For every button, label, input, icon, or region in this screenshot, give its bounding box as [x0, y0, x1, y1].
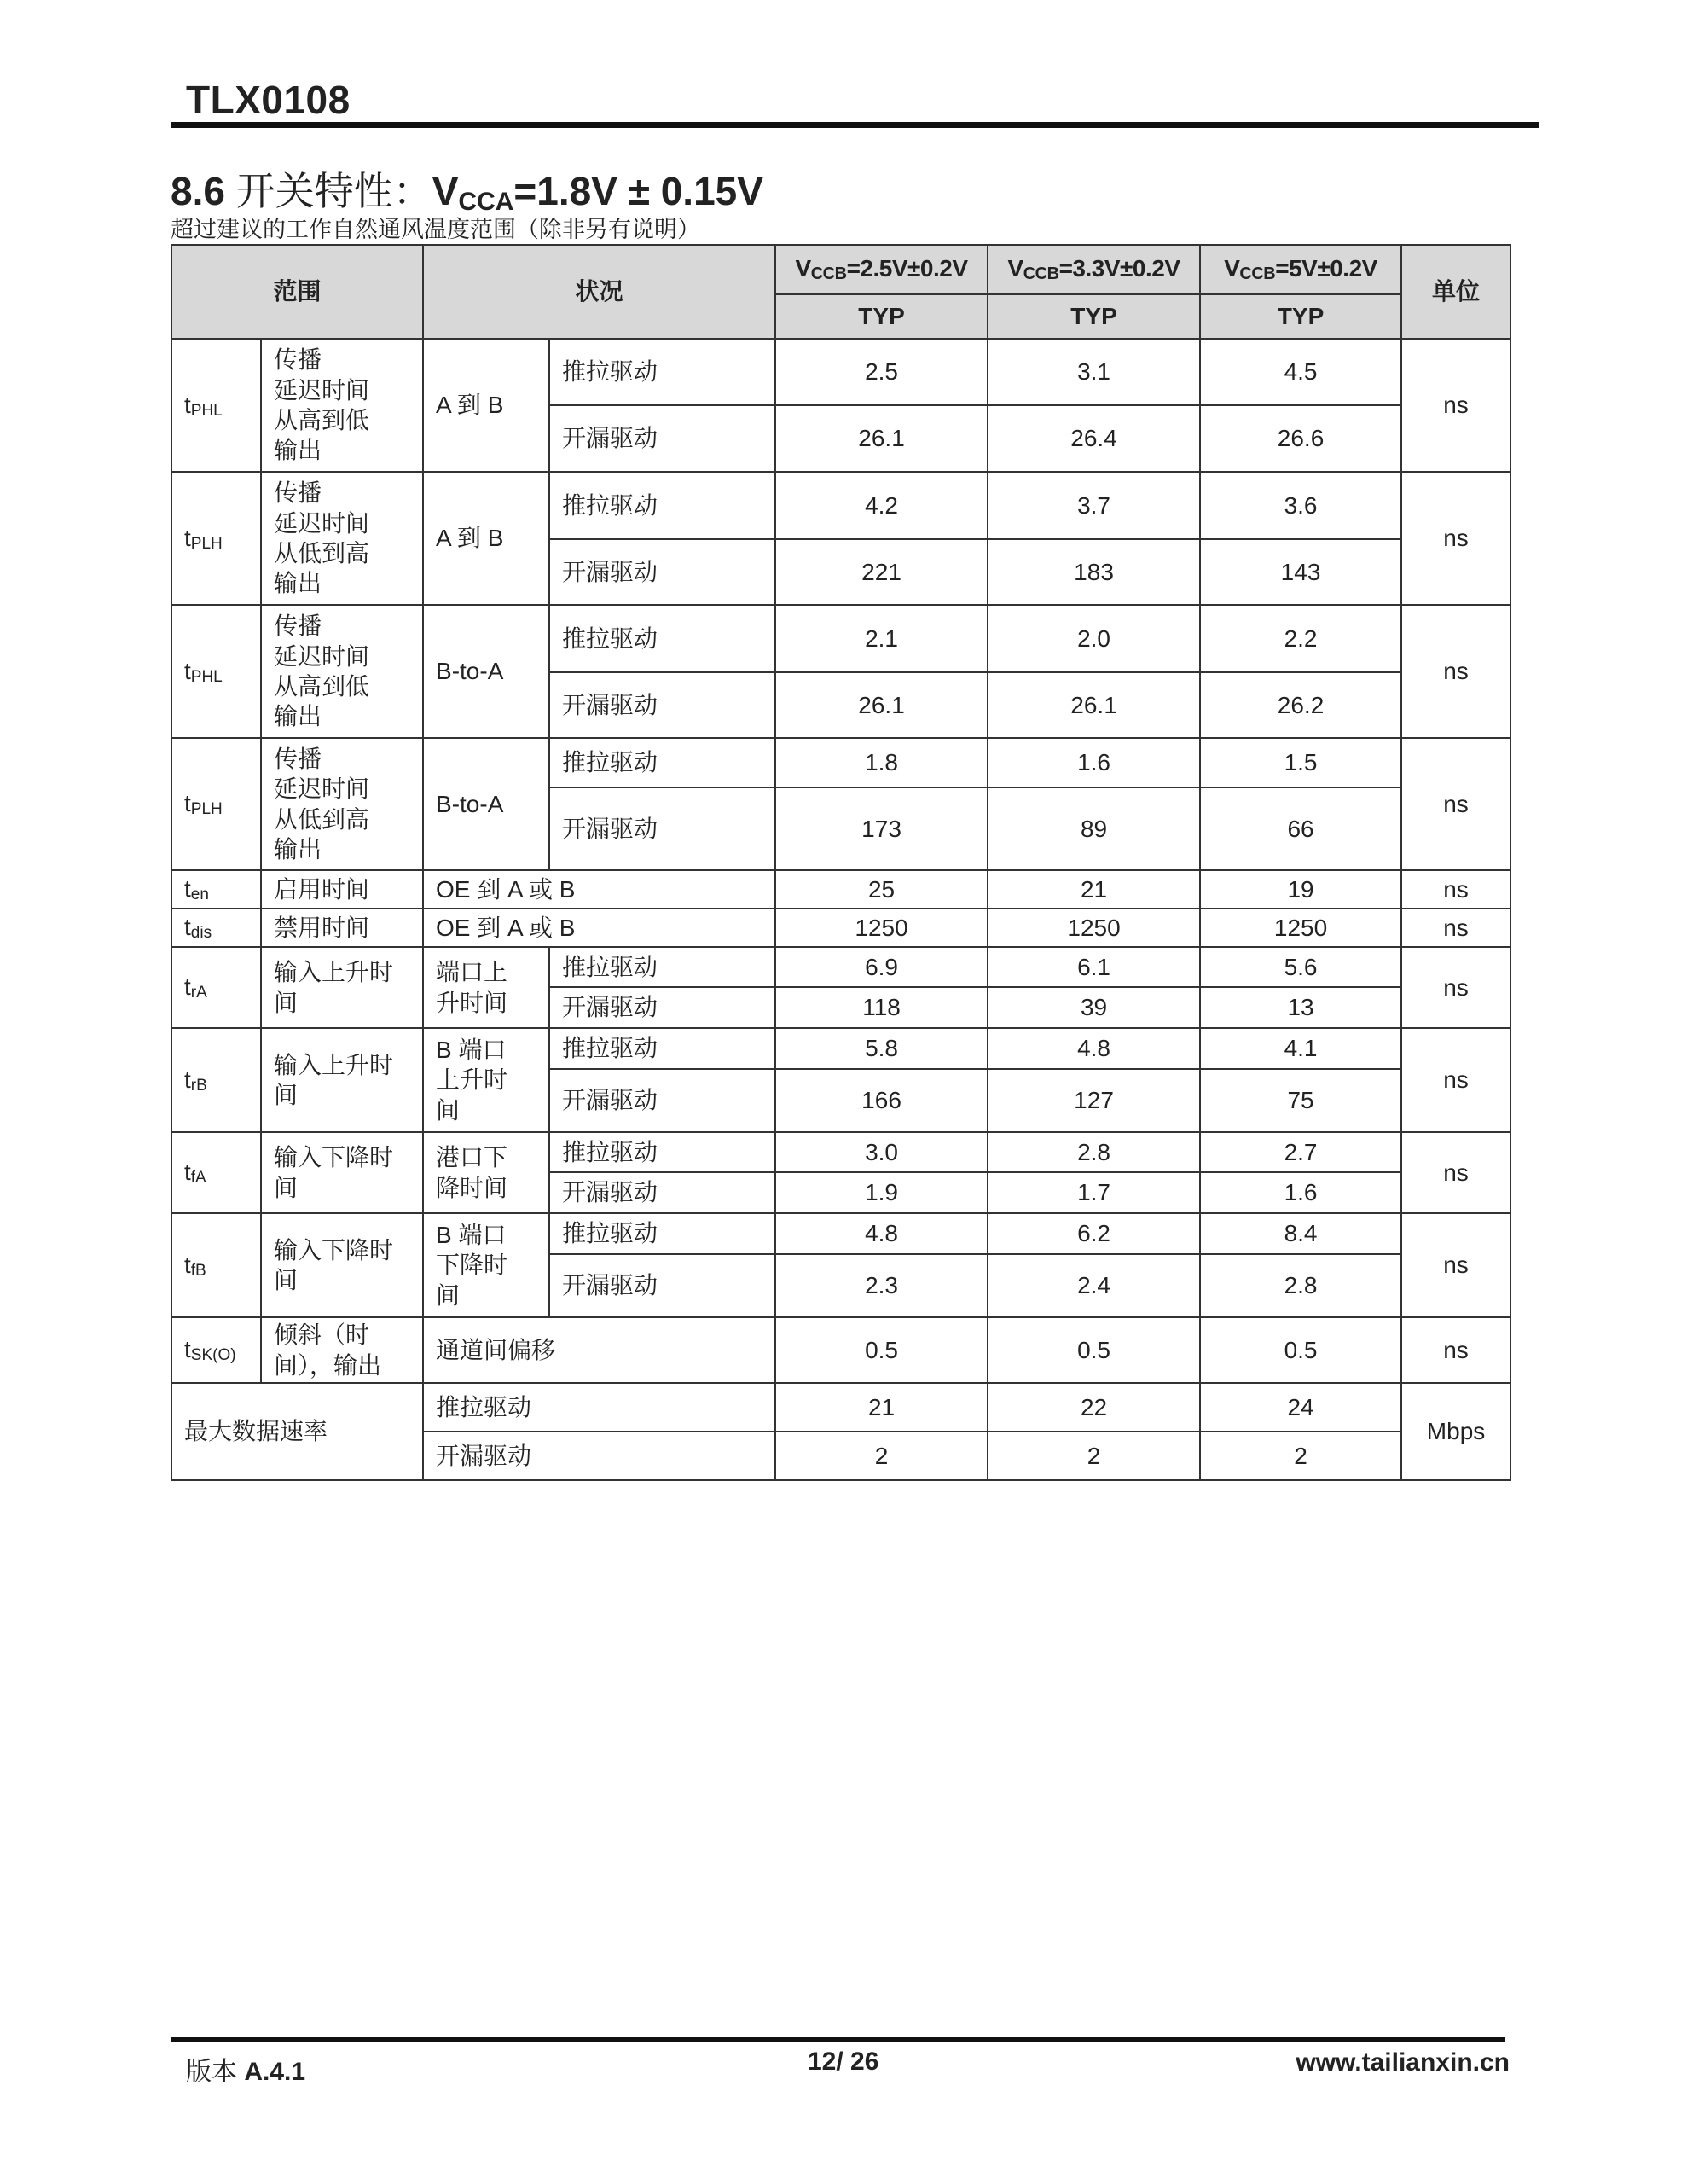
table-row	[171, 1213, 1510, 1254]
value-cell: 127	[988, 1069, 1200, 1132]
text-line: 输入上升时	[274, 959, 394, 986]
page-number: 12/ 26	[808, 2048, 879, 2076]
unit-cell: ns	[1401, 605, 1510, 738]
text-line: 降时间	[436, 1174, 508, 1201]
value-cell: 26.1	[988, 672, 1200, 738]
value-cell: 2	[988, 1432, 1200, 1480]
value-cell: 118	[775, 987, 988, 1028]
table-row	[171, 472, 1510, 539]
text-line: 输出	[274, 835, 322, 863]
value-cell: 3.6	[1200, 472, 1401, 539]
text-line: 从低到高	[274, 540, 370, 566]
unit-cell: ns	[1401, 870, 1510, 909]
text-line: 间	[436, 1281, 461, 1309]
parameter-symbol	[171, 909, 261, 947]
text-line: 间），输出	[274, 1351, 382, 1379]
cond-v: V	[432, 169, 459, 213]
symbol-subscript: SK(O)	[190, 1346, 236, 1365]
text-line: 延迟时间	[274, 642, 370, 670]
header-typ: TYP	[775, 294, 988, 339]
parameter-symbol	[171, 1028, 261, 1132]
table-row	[171, 605, 1510, 672]
symbol-t: t	[184, 875, 191, 903]
header-typ: TYP	[1200, 294, 1401, 339]
value-cell: 22	[988, 1383, 1200, 1432]
unit-cell: ns	[1401, 738, 1510, 870]
parameter-description	[261, 1317, 423, 1383]
value-cell: 2.8	[988, 1132, 1200, 1172]
website-link[interactable]: www.tailianxin.cn	[1296, 2048, 1510, 2077]
document-title: TLX0108	[186, 78, 351, 122]
symbol-t: t	[184, 1159, 191, 1186]
footer-version	[186, 2050, 305, 2088]
text-line: B 端口	[436, 1222, 507, 1249]
text-line: A 到 B	[436, 392, 504, 419]
header-rule	[171, 122, 1539, 128]
parameter-description	[261, 472, 423, 605]
text-line: 输出	[274, 703, 322, 730]
section-title-cn: 开关特性：	[235, 169, 432, 213]
parameter-description: 禁用时间	[261, 909, 423, 947]
text-line: 倾斜（时	[274, 1321, 370, 1349]
text-line: 输入下降时	[274, 1144, 394, 1171]
value-cell: 166	[775, 1069, 988, 1132]
cond-sub: CCA	[458, 188, 514, 216]
value-cell: 0.5	[1200, 1317, 1401, 1383]
text-line: 间	[274, 1267, 299, 1293]
parameter-condition: 通道间偏移	[423, 1317, 775, 1383]
symbol-t: t	[184, 973, 191, 1001]
text-line: 传播	[274, 479, 322, 507]
parameter-condition	[423, 947, 549, 1028]
symbol-subscript: rB	[190, 1076, 207, 1095]
value-cell: 3.7	[988, 472, 1200, 539]
symbol-t: t	[184, 1066, 191, 1093]
version-label: 版本	[186, 2058, 237, 2086]
parameter-condition	[423, 339, 549, 472]
header-unit: 单位	[1401, 245, 1510, 339]
parameter-description	[261, 738, 423, 870]
text-line: 从高到低	[274, 407, 370, 433]
header-typ: TYP	[988, 294, 1200, 339]
parameter-symbol	[171, 1317, 261, 1383]
parameter-symbol	[171, 605, 261, 738]
value-cell: 1.5	[1200, 738, 1401, 787]
text-line: 间	[436, 1096, 461, 1124]
vccb-v: V	[1224, 255, 1240, 282]
text-line: 从高到低	[274, 673, 370, 700]
value-cell: 1250	[1200, 909, 1401, 947]
drive-type: 开漏驱动	[549, 405, 775, 472]
symbol-subscript: PLH	[190, 534, 223, 553]
symbol-t: t	[184, 391, 191, 418]
text-line: 输出	[274, 437, 322, 464]
value-cell: 2	[1200, 1432, 1401, 1480]
value-cell: 75	[1200, 1069, 1401, 1132]
table-row	[171, 1383, 1510, 1432]
parameter-condition	[423, 605, 549, 738]
parameter-symbol	[171, 947, 261, 1028]
section-number: 8.6	[171, 169, 225, 213]
value-cell: 1.6	[988, 738, 1200, 787]
value-cell: 19	[1200, 870, 1401, 909]
table-row	[171, 909, 1510, 947]
parameter-condition	[423, 1132, 549, 1213]
header-vccb-2	[1200, 245, 1401, 294]
header-condition: 状况	[423, 245, 775, 339]
value-cell: 5.8	[775, 1028, 988, 1069]
text-line: 间	[274, 989, 299, 1016]
drive-type: 开漏驱动	[549, 539, 775, 605]
text-line: 间	[274, 1174, 299, 1201]
value-cell: 1.9	[775, 1172, 988, 1213]
vccb-sub: CCB	[810, 264, 847, 284]
symbol-t: t	[184, 914, 191, 941]
value-cell: 21	[775, 1383, 988, 1432]
parameter-description	[261, 339, 423, 472]
value-cell: 2.2	[1200, 605, 1401, 672]
value-cell: 4.2	[775, 472, 988, 539]
text-line: 延迟时间	[274, 376, 370, 404]
parameter-symbol	[171, 738, 261, 870]
drive-type: 推拉驱动	[549, 738, 775, 787]
value-cell: 8.4	[1200, 1213, 1401, 1254]
parameter-symbol	[171, 1132, 261, 1213]
symbol-subscript: rA	[190, 984, 207, 1002]
text-line: B-to-A	[436, 658, 504, 685]
value-cell: 26.4	[988, 405, 1200, 472]
symbol-t: t	[184, 657, 191, 684]
parameter-symbol	[171, 339, 261, 472]
value-cell: 2.0	[988, 605, 1200, 672]
text-line: 延迟时间	[274, 509, 370, 537]
parameter-condition	[423, 1213, 549, 1317]
drive-type: 开漏驱动	[549, 787, 775, 870]
section-title	[171, 160, 763, 217]
table-row	[171, 339, 1510, 405]
header-vccb-1	[988, 245, 1200, 294]
vccb-sub: CCB	[1239, 264, 1276, 284]
value-cell: 1250	[988, 909, 1200, 947]
value-cell: 4.8	[775, 1213, 988, 1254]
drive-type: 开漏驱动	[549, 1254, 775, 1317]
header-vccb-0	[775, 245, 988, 294]
parameter-symbol	[171, 870, 261, 909]
drive-type: 推拉驱动	[549, 1132, 775, 1172]
table-row	[171, 245, 1510, 294]
parameter-description	[261, 1213, 423, 1317]
value-cell: 3.0	[775, 1132, 988, 1172]
symbol-t: t	[184, 1251, 191, 1278]
parameter-symbol	[171, 472, 261, 605]
unit-cell: ns	[1401, 1317, 1510, 1383]
cond-value: =1.8V ± 0.15V	[513, 169, 763, 213]
text-line: 传播	[274, 745, 322, 772]
value-cell: 13	[1200, 987, 1401, 1028]
value-cell: 4.5	[1200, 339, 1401, 405]
symbol-subscript: fB	[190, 1261, 206, 1280]
table-row	[171, 947, 1510, 987]
value-cell: 4.8	[988, 1028, 1200, 1069]
parameter-symbol	[171, 1213, 261, 1317]
value-cell: 1.6	[1200, 1172, 1401, 1213]
text-line: 传播	[274, 346, 322, 374]
text-line: 间	[274, 1082, 299, 1108]
vccb-v: V	[795, 255, 811, 282]
value-cell: 3.1	[988, 339, 1200, 405]
text-line: 端口上	[436, 959, 508, 986]
value-cell: 1250	[775, 909, 988, 947]
drive-type: 推拉驱动	[549, 605, 775, 672]
unit-cell: ns	[1401, 947, 1510, 1028]
parameter-description: 启用时间	[261, 870, 423, 909]
value-cell: 2.8	[1200, 1254, 1401, 1317]
value-cell: 21	[988, 870, 1200, 909]
section-subtitle: 超过建议的工作自然通风温度范围（除非另有说明）	[171, 217, 700, 242]
version-number: A.4.1	[244, 2058, 306, 2086]
drive-type: 开漏驱动	[549, 1172, 775, 1213]
footer-rule	[171, 2037, 1505, 2042]
drive-type: 推拉驱动	[423, 1383, 775, 1432]
value-cell: 6.9	[775, 947, 988, 987]
symbol-t: t	[184, 790, 191, 817]
value-cell: 2.4	[988, 1254, 1200, 1317]
value-cell: 143	[1200, 539, 1401, 605]
table-row	[171, 1317, 1510, 1383]
value-cell: 2.1	[775, 605, 988, 672]
value-cell: 2	[775, 1432, 988, 1480]
table-row	[171, 1132, 1510, 1172]
value-cell: 183	[988, 539, 1200, 605]
drive-type: 开漏驱动	[549, 672, 775, 738]
vccb-sub: CCB	[1023, 264, 1059, 284]
value-cell: 26.2	[1200, 672, 1401, 738]
value-cell: 26.6	[1200, 405, 1401, 472]
text-line: 港口下	[436, 1144, 508, 1171]
parameter-condition	[423, 472, 549, 605]
unit-cell: ns	[1401, 472, 1510, 605]
value-cell: 39	[988, 987, 1200, 1028]
value-cell: 6.1	[988, 947, 1200, 987]
value-cell: 6.2	[988, 1213, 1200, 1254]
symbol-subscript: fA	[190, 1169, 206, 1188]
value-cell: 173	[775, 787, 988, 870]
parameter-condition	[423, 1028, 549, 1132]
text-line: 从低到高	[274, 805, 370, 833]
parameter-description	[261, 947, 423, 1028]
text-line: 输出	[274, 570, 322, 597]
value-cell: 4.1	[1200, 1028, 1401, 1069]
drive-type: 开漏驱动	[549, 987, 775, 1028]
unit-cell: Mbps	[1401, 1383, 1510, 1480]
parameter-condition	[423, 738, 549, 870]
symbol-t: t	[184, 524, 191, 551]
symbol-t: t	[184, 1336, 191, 1363]
unit-cell: ns	[1401, 1213, 1510, 1317]
vccb-v: V	[1007, 255, 1023, 282]
value-cell: 5.6	[1200, 947, 1401, 987]
text-line: 下降时	[436, 1252, 508, 1279]
value-cell: 0.5	[775, 1317, 988, 1383]
vccb-value: =2.5V±0.2V	[846, 255, 968, 282]
switching-characteristics-table	[171, 244, 1511, 1481]
parameter-condition: OE 到 A 或 B	[423, 909, 775, 947]
symbol-subscript: PHL	[190, 667, 223, 686]
text-line: B 端口	[436, 1037, 507, 1064]
value-cell: 89	[988, 787, 1200, 870]
value-cell: 25	[775, 870, 988, 909]
header-range: 范围	[171, 245, 423, 339]
text-line: B-to-A	[436, 790, 504, 817]
text-line: 输入上升时	[274, 1051, 394, 1078]
value-cell: 26.1	[775, 405, 988, 472]
parameter-description	[261, 1028, 423, 1132]
table-row	[171, 738, 1510, 787]
text-line: 传播	[274, 613, 322, 640]
value-cell: 1.7	[988, 1172, 1200, 1213]
unit-cell: ns	[1401, 1028, 1510, 1132]
unit-cell: ns	[1401, 339, 1510, 472]
text-line: 延迟时间	[274, 775, 370, 803]
table-row	[171, 1028, 1510, 1069]
value-cell: 2.5	[775, 339, 988, 405]
text-line: A 到 B	[436, 525, 504, 552]
text-line: 升时间	[436, 989, 508, 1016]
vccb-value: =5V±0.2V	[1275, 255, 1377, 282]
drive-type: 推拉驱动	[549, 1213, 775, 1254]
value-cell: 24	[1200, 1383, 1401, 1432]
value-cell: 1.8	[775, 738, 988, 787]
symbol-subscript: PHL	[190, 401, 223, 420]
symbol-subscript: dis	[190, 924, 212, 943]
drive-type: 开漏驱动	[549, 1069, 775, 1132]
vccb-value: =3.3V±0.2V	[1058, 255, 1180, 282]
value-cell: 26.1	[775, 672, 988, 738]
drive-type: 推拉驱动	[549, 1028, 775, 1069]
unit-cell: ns	[1401, 1132, 1510, 1213]
parameter-description	[261, 1132, 423, 1213]
value-cell: 2.3	[775, 1254, 988, 1317]
value-cell: 2.7	[1200, 1132, 1401, 1172]
symbol-subscript: en	[190, 886, 209, 904]
drive-type: 推拉驱动	[549, 472, 775, 539]
drive-type: 开漏驱动	[423, 1432, 775, 1480]
symbol-subscript: PLH	[190, 800, 223, 819]
table-row	[171, 870, 1510, 909]
value-cell: 66	[1200, 787, 1401, 870]
parameter-condition: OE 到 A 或 B	[423, 870, 775, 909]
value-cell: 221	[775, 539, 988, 605]
value-cell: 0.5	[988, 1317, 1200, 1383]
text-line: 上升时	[436, 1066, 508, 1094]
drive-type: 推拉驱动	[549, 339, 775, 405]
text-line: 输入下降时	[274, 1236, 394, 1263]
unit-cell: ns	[1401, 909, 1510, 947]
parameter-description	[261, 605, 423, 738]
max-data-rate-label: 最大数据速率	[171, 1383, 423, 1480]
drive-type: 推拉驱动	[549, 947, 775, 987]
